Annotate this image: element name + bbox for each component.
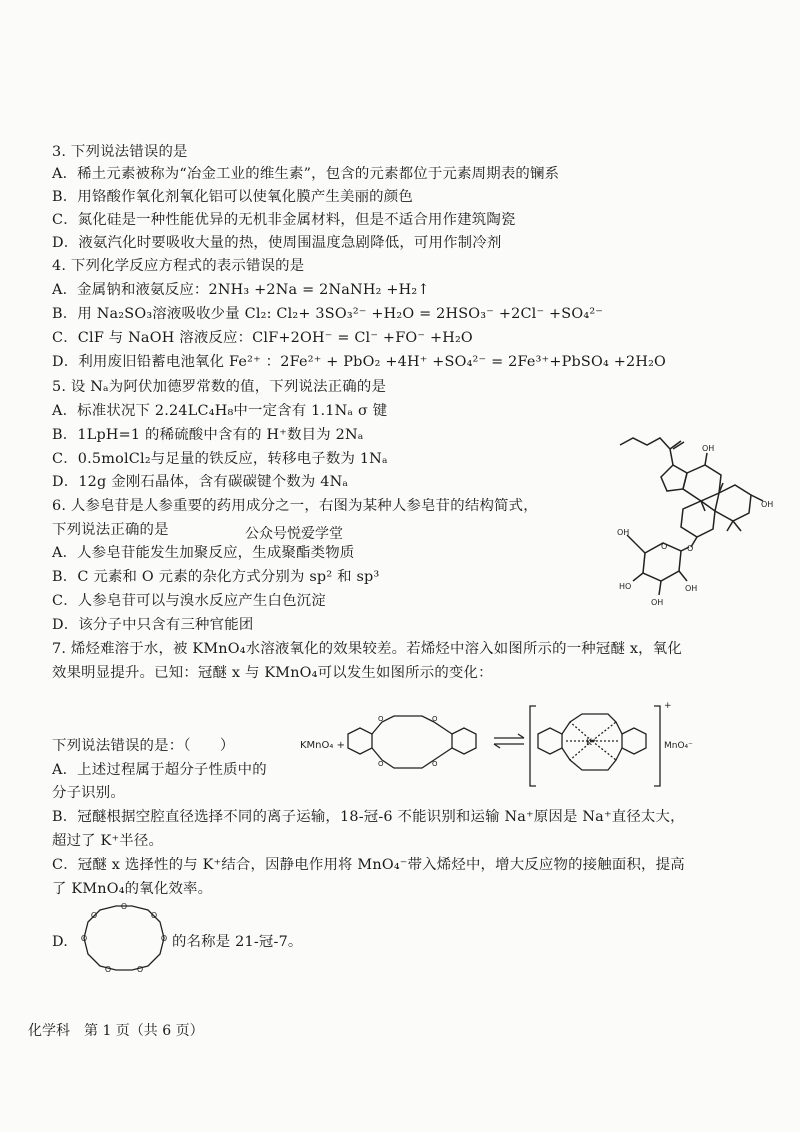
q7-option-b-line2: 超过了 K⁺半径。 (52, 833, 164, 849)
q3-option-b: B．用铬酸作氧化剂氧化铝可以使氧化膜产生美丽的颜色 (52, 189, 413, 205)
hydroxyl-label-right: OH (761, 500, 774, 509)
q7-option-b-line1: B．冠醚根据空腔直径选择不同的离子运输，18-冠-6 不能识别和运输 Na⁺原因是 Na⁺直径太大， (52, 809, 685, 825)
crown-oxygen-label: O (432, 760, 438, 768)
q5-option-a: A．标准状况下 2.24LC₄H₈中一定含有 1.1Nₐ σ 键 (52, 403, 388, 419)
ring-oxygen-label: O (136, 965, 144, 974)
hydroxyl-label-sugar-ch2: OH (617, 528, 630, 537)
page-footer: 化学科 第 1 页（共 6 页） (28, 1023, 204, 1039)
q7-ask: 下列说法错误的是：（ ） (52, 738, 235, 754)
q6-stem-line1: 6. 人参皂苷是人参重要的药用成分之一，右图为某种人参皂苷的结构简式， (52, 498, 538, 514)
complex-charge-label: + (664, 701, 672, 711)
q4-option-b: B．用 Na₂SO₃溶液吸收少量 Cl₂: Cl₂+ 3SO₃²⁻ +H₂O = 2HSO₃⁻ +2Cl⁻ +SO₄²⁻ (52, 306, 604, 322)
q5-option-c: C．0.5molCl₂与足量的铁反应，转移电子数为 1Nₐ (52, 451, 388, 467)
crown-oxygen-label: O (378, 715, 384, 723)
hydroxyl-label-top: OH (702, 444, 715, 453)
hydroxyl-label-sugar-right: OH (685, 584, 698, 593)
q6-option-c: C．人参皂苷可以与溴水反应产生白色沉淀 (52, 593, 326, 609)
q3-stem: 3. 下列说法错误的是 (52, 144, 188, 160)
q6-option-a: A．人参皂苷能发生加聚反应，生成聚酯类物质 (52, 545, 355, 561)
ring-oxygen-label: O (80, 934, 88, 943)
q7-stem-line1: 7. 烯烃难溶于水，被 KMnO₄水溶液氧化的效果较差。若烯烃中溶入如图所示的一种冠醚 x，氧化 (52, 641, 682, 657)
crown-21-7-ring-figure (74, 900, 174, 976)
crown-oxygen-label: O (378, 760, 384, 768)
q5-option-d: D．12g 金刚石晶体，含有碳碳键个数为 4Nₐ (52, 474, 349, 490)
q3-option-c: C．氮化硅是一种性能优异的无机非金属材料，但是不适合用作建筑陶瓷 (52, 212, 516, 228)
q7-option-a-line2: 分子识别。 (52, 785, 125, 801)
ring-oxygen-label: O (150, 911, 158, 920)
q7-option-d-prefix: D. (52, 934, 68, 950)
ring-oxygen-label: O (90, 911, 98, 920)
q5-option-b: B．1LpH=1 的稀硫酸中含有的 H⁺数目为 2Nₐ (52, 427, 364, 443)
crown-ether-reaction-figure (298, 700, 693, 792)
q7-stem-line2: 效果明显提升。已知：冠醚 x 与 KMnO₄可以发生如图所示的变化： (52, 665, 493, 681)
ring-oxygen-label: O (120, 902, 128, 911)
ring-oxygen-label: O (160, 934, 168, 943)
q6-option-d: D．该分子中只含有三种官能团 (52, 617, 254, 633)
kmno4-reactant-label: KMnO₄ + (300, 740, 345, 751)
q3-option-a: A．稀土元素被称为“冶金工业的维生素”，包含的元素都位于元素周期表的镧系 (52, 166, 560, 182)
crown-oxygen-label: O (432, 715, 438, 723)
potassium-ion-label: K⁺ (586, 738, 597, 748)
q3-option-d: D．液氨汽化时要吸收大量的热，使周围温度急剧降低，可用作制冷剂 (52, 235, 502, 251)
q7-option-a-line1: A．上述过程属于超分子性质中的 (52, 762, 267, 778)
q7-option-c-line2: 了 KMnO₄的氧化效率。 (52, 881, 213, 897)
q4-option-c: C．ClF 与 NaOH 溶液反应：ClF+2OH⁻ = Cl⁻ +FO⁻ +H₂O (52, 330, 473, 346)
q7-option-c-line1: C．冠醚 x 选择性的与 K⁺结合，因静电作用将 MnO₄⁻带入烯烃中，增大反应物的接触面积，提高 (52, 857, 685, 873)
glycoside-oxygen-label: O (687, 544, 694, 553)
sugar-ring-oxygen-label: O (661, 542, 668, 551)
ginsenoside-structure-figure (605, 435, 775, 610)
q4-option-d: D．利用废旧铅蓄电池氧化 Fe²⁺ ：2Fe²⁺ + PbO₂ +4H⁺ +SO₄²⁻ = 2Fe³⁺+PbSO₄ +2H₂O (52, 354, 667, 370)
hydroxyl-label-sugar-bottom: OH (651, 598, 664, 607)
q4-option-a: A．金属钠和液氨反应：2NH₃ +2Na = 2NaNH₂ +H₂↑ (52, 282, 430, 298)
ring-oxygen-label: O (104, 965, 112, 974)
q7-option-d-suffix: 的名称是 21-冠-7。 (172, 934, 303, 950)
watermark-text: 公众号悦爱学堂 (245, 526, 343, 542)
q4-stem: 4. 下列化学反应方程式的表示错误的是 (52, 258, 305, 274)
permanganate-label: MnO₄⁻ (664, 741, 693, 751)
hydroxyl-label-sugar-left: HO (619, 582, 632, 591)
q6-option-b: B．C 元素和 O 元素的杂化方式分别为 sp² 和 sp³ (52, 569, 380, 585)
q6-stem-line2: 下列说法正确的是 (52, 522, 169, 538)
q5-stem: 5. 设 Nₐ为阿伏加德罗常数的值，下列说法正确的是 (52, 379, 387, 395)
